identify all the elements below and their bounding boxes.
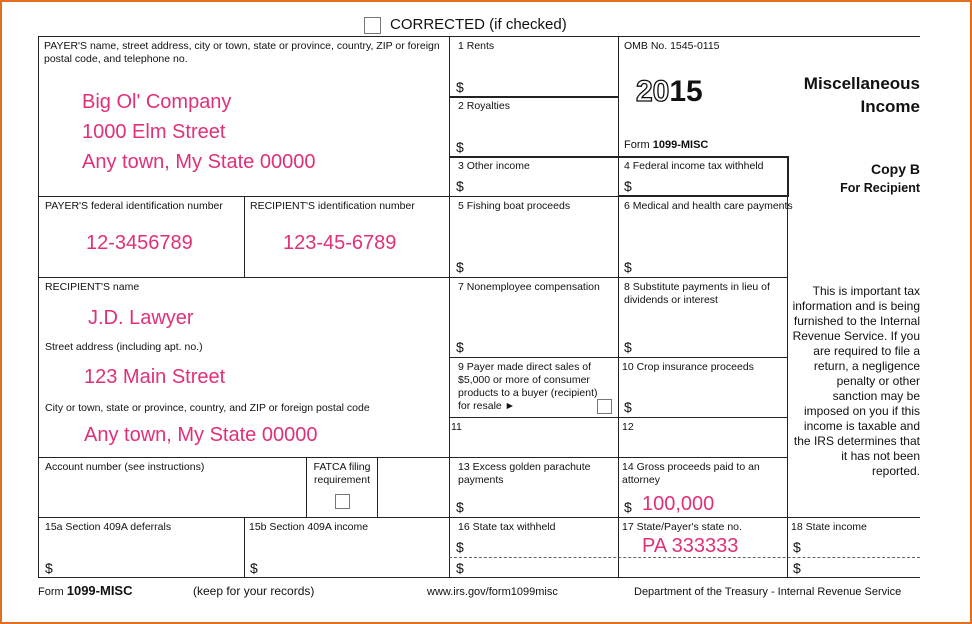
bottom-border [38, 577, 920, 578]
box10-dollar[interactable]: $ [624, 399, 632, 415]
copy-title: Copy B [871, 161, 920, 177]
box18-dollar-2[interactable]: $ [793, 560, 801, 576]
payer-name[interactable]: Big Ol' Company [82, 91, 232, 113]
recipient-bottom [38, 457, 449, 458]
row-15-top [38, 517, 920, 518]
col-divider-1 [449, 36, 450, 577]
payer-tin-label: PAYER'S federal identification number [45, 200, 223, 212]
row-9-top [449, 357, 788, 358]
box16-label: 16 State tax withheld [458, 521, 556, 533]
recipient-name-label: RECIPIENT'S name [45, 281, 140, 293]
row-11-top [449, 417, 788, 418]
top-border [38, 36, 920, 37]
box14-label: 14 Gross proceeds paid to an attorney [622, 461, 760, 486]
box12-label: 12 [622, 421, 634, 433]
notice-text: This is important tax information and is being furnished to the Internal Revenue Service. If you are required to file a return, a negligence penalty or other sanction may be imposed on you if this income is taxable and the IRS determines that it has not been reported. [792, 284, 920, 478]
box7-dollar[interactable]: $ [456, 339, 464, 355]
recipient-city-label: City or town, state or province, country, and ZIP or foreign postal code [45, 402, 370, 414]
box15-divider [244, 517, 245, 577]
recipient-street[interactable]: 123 Main Street [84, 366, 226, 388]
box4-bottom-border [618, 195, 789, 197]
footer-dept: Department of the Treasury - Internal Revenue Service [634, 586, 902, 598]
tin-divider [244, 196, 245, 277]
box16-dollar-2[interactable]: $ [456, 560, 464, 576]
recipient-tin-label: RECIPIENT'S identification number [250, 200, 415, 212]
box7-label: 7 Nonemployee compensation [458, 281, 600, 293]
form-title [780, 72, 920, 118]
box14-dollar[interactable]: $ [624, 499, 632, 515]
tin-bottom [38, 277, 449, 278]
fatca-checkbox[interactable] [335, 494, 350, 509]
recipient-street-label: Street address (including apt. no.) [45, 341, 203, 353]
recipient-name[interactable]: J.D. Lawyer [88, 307, 194, 329]
footer-url: www.irs.gov/form1099misc [427, 586, 558, 598]
box14-value[interactable]: 100,000 [642, 493, 715, 515]
box15b-dollar[interactable]: $ [250, 560, 258, 576]
box13-label: 13 Excess golden parachute payments [458, 461, 591, 486]
form-name-top [624, 139, 708, 152]
payer-tin[interactable]: 12-3456789 [86, 232, 193, 254]
box13-dollar[interactable]: $ [456, 499, 464, 515]
col-divider-2 [618, 36, 619, 577]
payer-street[interactable]: 1000 Elm Street [82, 121, 226, 143]
box1-label: 1 Rents [458, 40, 495, 52]
footer-form [38, 584, 132, 599]
box15a-label: 15a Section 409A deferrals [45, 521, 172, 533]
form-title-line1: Miscellaneous [803, 74, 920, 93]
recipient-city[interactable]: Any town, My State 00000 [84, 424, 318, 446]
box1-bottom [449, 96, 618, 98]
col-divider-3 [787, 156, 788, 577]
row-13-top [449, 457, 788, 458]
copy-subtitle: For Recipient [840, 181, 920, 195]
recipient-tin[interactable]: 123-45-6789 [283, 232, 397, 254]
tax-year-suffix: 15 [669, 75, 703, 108]
box10-label: 10 Crop insurance proceeds [622, 361, 754, 373]
box3-label: 3 Other income [458, 160, 530, 172]
state-dashed-line [449, 557, 920, 558]
box9-label: 9 Payer made direct sales of $5,000 or more of consumer products to a buyer (recipient) for resale ► [458, 361, 598, 412]
box3-dollar[interactable]: $ [456, 178, 464, 194]
left-border [38, 36, 39, 577]
box5-label: 5 Fishing boat proceeds [458, 200, 571, 212]
corrected-checkbox[interactable] [364, 17, 381, 34]
box8-dollar[interactable]: $ [624, 339, 632, 355]
form-number-top: 1099-MISC [652, 139, 709, 151]
account-label: Account number (see instructions) [45, 461, 205, 473]
box15b-label: 15b Section 409A income [249, 521, 369, 533]
box18-label: 18 State income [791, 521, 867, 533]
form-title-line2: Income [860, 97, 920, 116]
box4-right-border [787, 156, 789, 196]
box4-label: 4 Federal income tax withheld [624, 160, 764, 172]
box2-bottom [449, 156, 789, 158]
box17-value[interactable]: PA 333333 [642, 535, 739, 557]
box6-label: 6 Medical and health care payments [624, 200, 793, 212]
corrected-label: CORRECTED (if checked) [390, 16, 567, 33]
box2-label: 2 Royalties [458, 100, 510, 112]
box1-dollar[interactable]: $ [456, 79, 464, 95]
box9-checkbox[interactable] [597, 399, 612, 414]
form-prefix-top: Form [624, 139, 650, 151]
tax-year-prefix: 20 [636, 75, 670, 108]
box15a-dollar[interactable]: $ [45, 560, 53, 576]
fatca-divider-right [377, 457, 378, 517]
footer-form-number: 1099-MISC [66, 583, 133, 598]
box17-label: 17 State/Payer's state no. [622, 521, 742, 533]
payer-bottom [38, 196, 449, 197]
box16-dollar-1[interactable]: $ [456, 539, 464, 555]
box11-label: 11 [451, 421, 462, 433]
footer-form-prefix: Form [38, 586, 64, 598]
box8-label: 8 Substitute payments in lieu of dividends or interest [624, 281, 770, 306]
payer-city[interactable]: Any town, My State 00000 [82, 151, 316, 173]
fatca-label: FATCA filing requirement [313, 461, 371, 486]
box18-dollar-1[interactable]: $ [793, 539, 801, 555]
omb-number: OMB No. 1545-0115 [624, 40, 720, 52]
tax-year [636, 76, 703, 108]
payer-label: PAYER'S name, street address, city or town, state or province, country, ZIP or foreign postal code, and telephone no. [44, 40, 440, 65]
box5-dollar[interactable]: $ [456, 259, 464, 275]
fatca-divider-left [306, 457, 307, 517]
box4-dollar[interactable]: $ [624, 178, 632, 194]
row-7-top [449, 277, 788, 278]
footer-keep: (keep for your records) [193, 584, 315, 598]
box6-dollar[interactable]: $ [624, 259, 632, 275]
box2-dollar[interactable]: $ [456, 139, 464, 155]
